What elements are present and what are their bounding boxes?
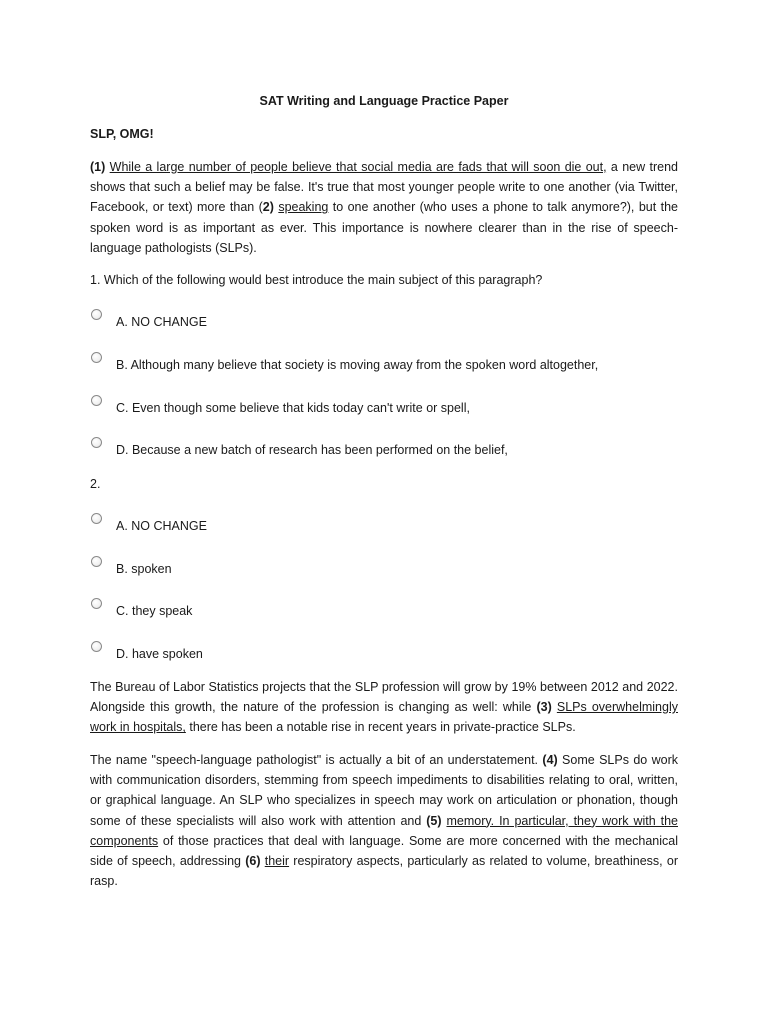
- q1-option-a-label[interactable]: A. NO CHANGE: [116, 315, 207, 329]
- marker-4: (4): [542, 753, 558, 767]
- paragraph-3: [90, 750, 678, 891]
- question-2-prompt: 2.: [90, 477, 101, 491]
- marker-1: (1): [90, 160, 106, 174]
- paragraph-text: of those practices that deal with language. Some are more concerned with the mechanical side of speech, addressing: [90, 833, 678, 869]
- marker-2: 2): [262, 200, 274, 215]
- underlined-portion-2: speaking: [278, 200, 329, 215]
- underlined-portion-6: their: [264, 854, 290, 869]
- q2-option-c-label[interactable]: C. they speak: [116, 604, 193, 618]
- paragraph-text: to one another (who uses a phone to talk anymore?), but the spoken word is as important as ever. This importance is nowhere clearer than in the rise of speech-language pathologists (SLPs).: [90, 200, 678, 255]
- q2-option-b-label[interactable]: B. spoken: [116, 562, 172, 576]
- q2-option-d-radio[interactable]: [91, 641, 102, 652]
- paragraph-text: there has been a notable rise in recent years in private-practice SLPs.: [185, 720, 576, 735]
- q1-option-d-radio[interactable]: [91, 437, 102, 448]
- paragraph-text: The Bureau of Labor Statistics projects that the SLP profession will grow by 19% between 2012 and 2022. Alongside this growth, the nature of the profession is changing as well: while: [90, 680, 678, 715]
- underlined-portion-3: SLPs overwhelmingly work in hospitals,: [90, 700, 678, 735]
- q2-option-a-radio[interactable]: [91, 513, 102, 524]
- q2-option-b-radio[interactable]: [91, 556, 102, 567]
- marker-6: (6): [245, 854, 261, 869]
- q2-option-a-label[interactable]: A. NO CHANGE: [116, 519, 207, 533]
- q2-option-d-label[interactable]: D. have spoken: [116, 647, 203, 661]
- marker-3: (3): [536, 700, 552, 715]
- q1-option-a-radio[interactable]: [91, 309, 102, 320]
- paragraph-text: respiratory aspects, particularly as related to volume, breathiness, or rasp.: [90, 854, 678, 889]
- question-1-prompt: 1. Which of the following would best introduce the main subject of this paragraph?: [90, 273, 543, 287]
- page-title: SAT Writing and Language Practice Paper: [259, 94, 509, 108]
- passage-title: SLP, OMG!: [90, 127, 154, 141]
- paragraph-text: a new trend shows that such a belief may be false. It's true that most younger people write to one another (via Twitter, Facebook, or text) more than (: [90, 160, 678, 215]
- marker-5: (5): [426, 813, 442, 828]
- paragraph-text: The name "speech-language pathologist" is actually a bit of an understatement.: [90, 753, 543, 767]
- q1-option-b-radio[interactable]: [91, 352, 102, 363]
- paragraph-2: [90, 677, 678, 738]
- underlined-portion-1: While a large number of people believe that social media are fads that will soon die out,: [109, 160, 607, 174]
- paragraph-text: Some SLPs do work with communication disorders, stemming from speech impediments to disabilities relating to oral, written, or graphical language. An SLP who specializes in speech may work on articulation or phonation, though some of these specialists will also work with attention and: [90, 753, 679, 828]
- q1-option-c-label[interactable]: C. Even though some believe that kids today can't write or spell,: [116, 401, 470, 415]
- q1-option-b-label[interactable]: B. Although many believe that society is moving away from the spoken word altogether,: [116, 358, 599, 372]
- paragraph-1: [90, 157, 678, 258]
- q1-option-d-label[interactable]: D. Because a new batch of research has been performed on the belief,: [116, 443, 508, 457]
- q1-option-c-radio[interactable]: [91, 395, 102, 406]
- q2-option-c-radio[interactable]: [91, 598, 102, 609]
- underlined-portion-5: memory. In particular, they work with the components: [90, 813, 678, 848]
